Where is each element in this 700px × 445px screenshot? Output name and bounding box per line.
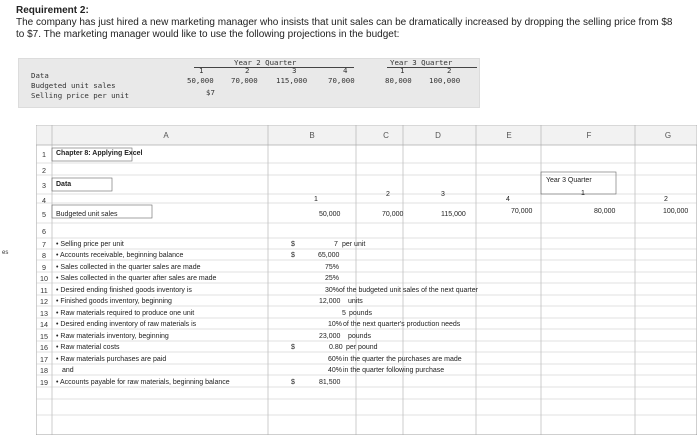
sales-q3[interactable]: 115,000 xyxy=(441,211,466,218)
projection-data-box xyxy=(18,58,480,108)
row17-value[interactable]: 60% xyxy=(328,356,343,363)
row19-label[interactable]: • Accounts payable for raw materials, beginning balance xyxy=(56,379,230,386)
row-number: 19 xyxy=(40,378,48,387)
box-q2-2: 2 xyxy=(245,66,250,75)
row11-value[interactable]: 30% xyxy=(325,287,340,294)
row-number: 17 xyxy=(40,355,48,364)
row10-label[interactable]: • Sales collected in the quarter after sales are made xyxy=(56,275,217,282)
box-sales-3: 115,000 xyxy=(276,76,308,85)
col-header-c[interactable]: C xyxy=(383,131,389,140)
row16-label[interactable]: • Raw material costs xyxy=(56,344,120,351)
sheet-data-label[interactable]: Data xyxy=(56,181,72,188)
row-number: 8 xyxy=(42,251,46,260)
row14-label[interactable]: • Desired ending inventory of raw materials is xyxy=(56,321,197,328)
quarter-y3-1[interactable]: 1 xyxy=(581,190,585,197)
row-number: 10 xyxy=(40,274,48,283)
box-year2-label: Year 2 Quarter xyxy=(234,58,297,67)
box-sales-4: 70,000 xyxy=(328,76,355,85)
row-number: 7 xyxy=(42,240,46,249)
row7-dollar: $ xyxy=(291,241,295,248)
row14-note: of the next quarter's production needs xyxy=(343,321,461,328)
box-selling-price-label: Selling price per unit xyxy=(31,91,129,100)
box-year2-underline xyxy=(194,67,354,68)
col-header-g[interactable]: G xyxy=(664,131,672,140)
box-budgeted-sales-label: Budgeted unit sales xyxy=(31,81,116,90)
row9-label[interactable]: • Sales collected in the quarter sales are made xyxy=(56,264,201,271)
row13-label[interactable]: • Raw materials required to produce one unit xyxy=(56,310,195,317)
quarter-1[interactable]: 1 xyxy=(314,196,318,203)
row15-note: pounds xyxy=(348,333,371,340)
row12-label[interactable]: • Finished goods inventory, beginning xyxy=(56,298,172,305)
row19-dollar: $ xyxy=(291,379,295,386)
row15-value[interactable]: 23,000 xyxy=(319,333,341,340)
row-number: 6 xyxy=(42,227,46,236)
row-number: 13 xyxy=(40,309,48,318)
box-q2-4: 4 xyxy=(343,66,348,75)
row9-value[interactable]: 75% xyxy=(325,264,340,271)
box-sales-6: 100,000 xyxy=(429,76,461,85)
row8-label[interactable]: • Accounts receivable, beginning balance xyxy=(56,252,184,259)
row-number: 18 xyxy=(40,366,48,375)
row-number: 4 xyxy=(42,196,46,205)
col-header-a[interactable]: A xyxy=(163,131,169,140)
row-number: 14 xyxy=(40,320,48,329)
row18-value[interactable]: 40% xyxy=(328,367,343,374)
row18-label[interactable]: and xyxy=(62,367,74,374)
sheet-title[interactable]: Chapter 8: Applying Excel xyxy=(56,150,143,157)
row-number: 3 xyxy=(42,181,46,190)
row13-note: pounds xyxy=(349,310,372,317)
col-header-b[interactable]: B xyxy=(309,131,315,140)
box-q2-1: 1 xyxy=(199,66,204,75)
row19-value[interactable]: 81,500 xyxy=(319,379,341,386)
budgeted-sales-label[interactable]: Budgeted unit sales xyxy=(56,211,118,218)
row16-value[interactable]: 0.80 xyxy=(329,344,343,351)
sales-q2[interactable]: 70,000 xyxy=(382,211,404,218)
row10-value[interactable]: 25% xyxy=(325,275,340,282)
row-number: 2 xyxy=(42,166,46,175)
side-mark: es xyxy=(2,250,9,256)
row17-label[interactable]: • Raw materials purchases are paid xyxy=(56,356,167,363)
row-number: 11 xyxy=(40,286,48,295)
sheet-year3-label[interactable]: Year 3 Quarter xyxy=(546,177,592,184)
row7-label[interactable]: • Selling price per unit xyxy=(56,241,124,248)
box-price-value: $7 xyxy=(206,88,215,97)
row8-dollar: $ xyxy=(291,252,295,259)
row14-value[interactable]: 10% xyxy=(328,321,343,328)
row16-note: per pound xyxy=(346,344,378,351)
col-header-d[interactable]: D xyxy=(435,131,441,140)
row12-note: units xyxy=(348,298,363,305)
sales-y3-q2[interactable]: 100,000 xyxy=(663,208,689,215)
row11-note: of the budgeted unit sales of the next quarter xyxy=(339,287,478,294)
row16-dollar: $ xyxy=(291,344,295,351)
row13-value[interactable]: 5 xyxy=(342,310,346,317)
row18-note: in the quarter following purchase xyxy=(343,367,445,374)
col-header-f[interactable]: F xyxy=(586,131,592,140)
box-data-label: Data xyxy=(31,71,49,80)
box-sales-2: 70,000 xyxy=(231,76,258,85)
requirement-text: The company has just hired a new marketing manager who insists that unit sales can be dramatically increased by dropping the selling price from $8 to $7. The marketing manager would like to use the following projections in the budget: xyxy=(16,17,673,40)
row15-label[interactable]: • Raw materials inventory, beginning xyxy=(56,333,169,340)
row12-value[interactable]: 12,000 xyxy=(319,298,341,305)
box-q3-2: 2 xyxy=(447,66,452,75)
box-year3-label: Year 3 Quarter xyxy=(390,58,453,67)
row-number: 15 xyxy=(40,332,48,341)
row7-value[interactable]: 7 xyxy=(334,241,338,248)
row17-note: in the quarter the purchases are made xyxy=(343,356,462,363)
row-number: 9 xyxy=(42,263,46,272)
box-q3-1: 1 xyxy=(400,66,405,75)
box-q2-3: 3 xyxy=(292,66,297,75)
row7-note: per unit xyxy=(342,241,366,248)
row-number: 1 xyxy=(42,150,46,159)
requirement-heading: Requirement 2: xyxy=(16,5,89,16)
quarter-2[interactable]: 2 xyxy=(386,191,390,198)
row-number: 5 xyxy=(42,210,46,219)
quarter-y3-2[interactable]: 2 xyxy=(664,196,668,203)
sales-q1[interactable]: 50,000 xyxy=(319,211,341,218)
quarter-3[interactable]: 3 xyxy=(441,191,445,198)
row8-value[interactable]: 65,000 xyxy=(318,252,340,259)
row11-label[interactable]: • Desired ending finished goods inventory is xyxy=(56,287,192,294)
col-header-e[interactable]: E xyxy=(506,131,512,140)
box-sales-1: 50,000 xyxy=(187,76,214,85)
box-sales-5: 80,000 xyxy=(385,76,412,85)
quarter-4[interactable]: 4 xyxy=(506,196,510,203)
row-number: 12 xyxy=(40,297,48,306)
row-number: 16 xyxy=(40,343,48,352)
sales-q4[interactable]: 70,000 xyxy=(511,208,533,215)
spreadsheet xyxy=(36,125,697,435)
sales-y3-q1[interactable]: 80,000 xyxy=(594,208,616,215)
